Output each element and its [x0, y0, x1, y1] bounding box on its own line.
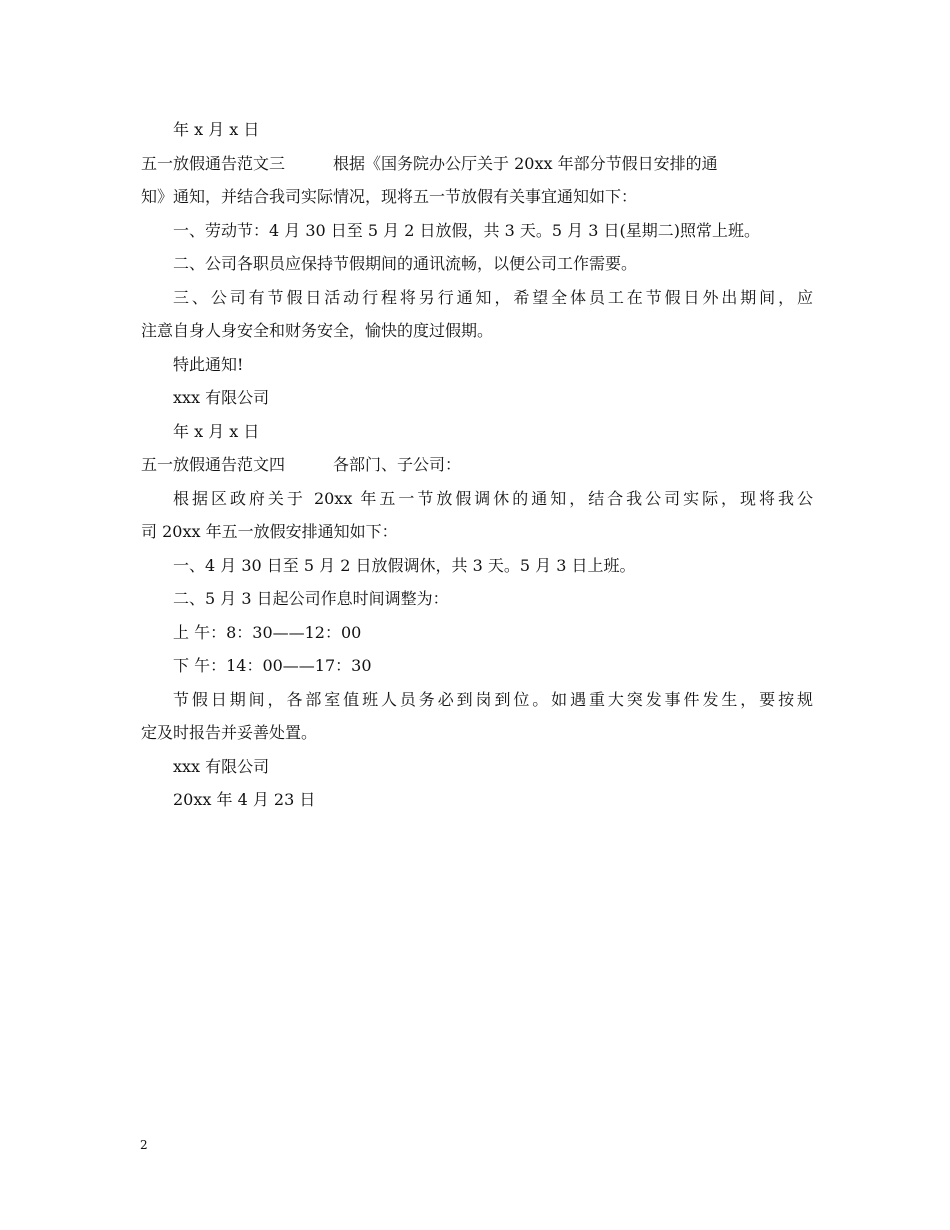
- date-line: 20xx 年 4 月 23 日: [173, 790, 316, 809]
- paragraph-text: 根据《国务院办公厅关于 20xx 年部分节假日安排的通: [333, 153, 718, 173]
- page-number: 2: [140, 1138, 148, 1152]
- paragraph-line: 一、4 月 30 日至 5 月 2 日放假调休，共 3 天。5 月 3 日上班。: [173, 555, 636, 575]
- paragraph-line: 注意自身人身安全和财务安全，愉快的度过假期。: [141, 321, 494, 340]
- paragraph-text: 各部门、子公司：: [333, 455, 462, 474]
- schedule-line-morning: 上 午：8：30——12：00: [173, 622, 362, 642]
- paragraph-line: 定及时报告并妥善处置。: [141, 723, 318, 742]
- schedule-line-afternoon: 下 午：14：00——17：30: [173, 656, 372, 675]
- paragraph-line: 知》通知，并结合我司实际情况，现将五一节放假有关事宜通知如下：: [141, 187, 638, 206]
- paragraph-line: 二、5 月 3 日起公司作息时间调整为：: [173, 589, 449, 608]
- paragraph-line: 一、劳动节：4 月 30 日至 5 月 2 日放假，共 3 天。5 月 3 日(星期二)照常上班。: [173, 220, 760, 240]
- date-line: 年 x 月 x 日: [173, 421, 260, 441]
- section-heading: 五一放假通告范文三: [141, 153, 286, 173]
- section-heading-line: [141, 147, 813, 181]
- paragraph-line: 节假日期间，各部室值班人员务必到岗到位。如遇重大突发事件发生，要按规: [173, 689, 813, 709]
- company-signature: xxx 有限公司: [173, 756, 270, 776]
- section-heading: 五一放假通告范文四: [141, 455, 286, 474]
- paragraph-line: 三、公司有节假日活动行程将另行通知，希望全体员工在节假日外出期间，应: [173, 287, 813, 307]
- section-heading-line: [141, 448, 813, 482]
- document-body: [141, 113, 813, 817]
- paragraph-line: 二、公司各职员应保持节假期间的通讯流畅，以便公司工作需要。: [173, 254, 638, 273]
- paragraph-line: 司 20xx 年五一放假安排通知如下：: [141, 522, 398, 541]
- date-line: 年 x 月 x 日: [173, 120, 260, 139]
- closing-line: 特此通知!: [173, 354, 244, 374]
- company-signature: xxx 有限公司: [173, 388, 270, 407]
- paragraph-line: 根据区政府关于 20xx 年五一节放假调休的通知，结合我公司实际，现将我公: [173, 488, 813, 508]
